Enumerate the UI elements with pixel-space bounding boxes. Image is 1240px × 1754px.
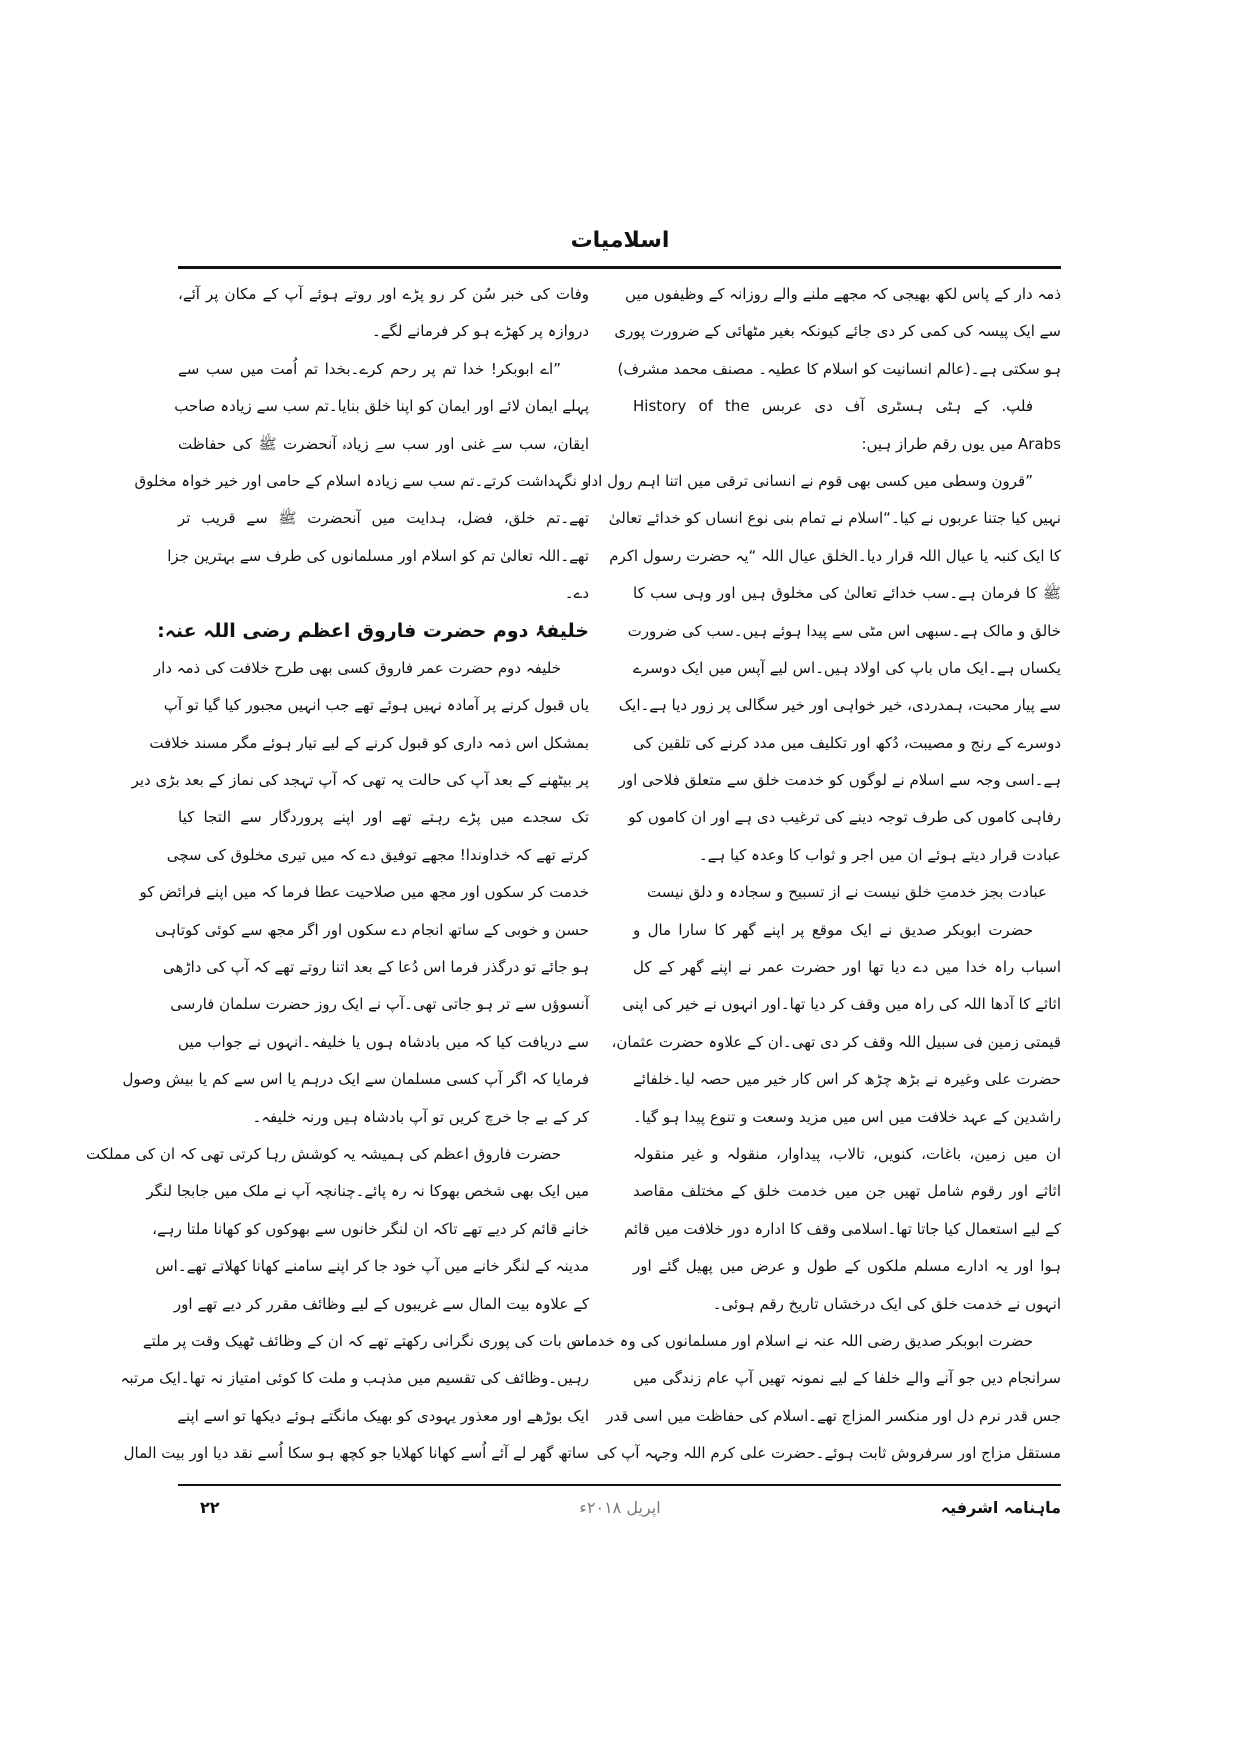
text-line: تک سجدے میں پڑے رہتے تھے اور اپنے پروردگار سے التجا کیا [178, 808, 589, 827]
text-line: کا ایک کنبہ یا عیال اللہ قرار دیا۔الخلق عیال اللہ “یہ حضرت رسول اکرم [609, 546, 1061, 565]
text-line: خدمت کر سکوں اور مجھ میں صلاحیت عطا فرما کہ میں اپنے فرائض کو [139, 883, 589, 902]
text-line: عبادت قرار دیتے ہوئے ان میں اجر و ثواب کا وعدہ کیا ہے۔ [698, 845, 1061, 864]
text-line: سے ایک پیسہ کی کمی کر دی جائے کیونکہ بغیر مٹھائی کے ضرورت پوری [614, 322, 1061, 341]
issue-date: اپریل ۲۰۱۸ء [579, 1498, 661, 1517]
text-line: یاں قبول کرنے پر آمادہ نہیں ہوئے تھے جب انہیں مجبور کیا گیا تو آپ [163, 696, 589, 715]
text-line: حسن و خوبی کے ساتھ انجام دے سکوں اور اگر مجھ سے کوئی کوتاہی [155, 920, 589, 939]
text-line: دروازہ پر کھڑے ہو کر فرمانے لگے۔ [372, 322, 589, 341]
text-line: مستقل مزاج اور سرفروش ثابت ہوئے۔حضرت علی کرم اللہ وجہہ آپ کی [596, 1444, 1061, 1463]
text-line: وفات کی خبر سُن کر رو پڑے اور روتے ہوئے آپ کے مکان پر آئے، [178, 285, 589, 303]
text-line: ہوا اور یہ ادارے مسلم ملکوں کے طول و عرض میں پھیل گئے اور [633, 1257, 1061, 1276]
text-line: ساتھ گھر لے آئے اُسے کھانا کھلایا جو کچھ ہو سکا اُسے نقد دیا اور بیت المال [123, 1444, 589, 1463]
text-line: خانے قائم کر دیے تھے تاکہ ان لنگر خانوں سے بھوکوں کو کھانا ملتا رہے، [152, 1219, 589, 1238]
text-line: ایقان، سب سے غنی اور سب سے زیادہ آنحضرت ﷺ کی حفاظت [178, 434, 589, 453]
text-line: ”قرون وسطی میں کسی بھی قوم نے انسانی ترقی میں اتنا اہم رول ادا [587, 471, 1033, 490]
footer-rule [178, 1484, 1061, 1486]
text-line: یکساں ہے۔ایک ماں باپ کی اولاد ہیں۔اس لیے آپس میں ایک دوسرے [633, 658, 1061, 677]
text-line: ہے۔اسی وجہ سے اسلام نے لوگوں کو خدمت خلق سے متعلق فلاحی اور [618, 771, 1061, 790]
text-line: مدینہ کے لنگر خانے میں آپ خود جا کر اپنے سامنے کھانا کھلاتے تھے۔اس [155, 1257, 589, 1276]
text-line: خلیفہ دوم حضرت عمر فاروق کسی بھی طرح خلافت کی ذمہ دار [153, 658, 561, 677]
text-line: انہوں نے خدمت خلق کی ایک درخشاں تاریخ رقم ہوئی۔ [712, 1294, 1061, 1313]
text-line: سے دریافت کیا کہ میں بادشاہ ہوں یا خلیفہ۔انہوں نے جواب میں [178, 1032, 589, 1051]
magazine-name: ماہنامہ اشرفیہ [940, 1498, 1061, 1517]
text-line: پہلے ایمان لائے اور ایمان کو اپنا خلق بنایا۔تم سب سے زیادہ صاحب [174, 397, 589, 416]
text-line: حضرت ابوبکر صدیق رضی اللہ عنہ نے اسلام اور مسلمانوں کی وہ خدمات [571, 1331, 1033, 1350]
text-line: ان میں زمین، باغات، کنویں، تالاب، پیداوار، منقولہ و غیر منقولہ [633, 1144, 1061, 1163]
text-line: کر کے بے جا خرچ کریں تو آپ بادشاہ ہیں ورنہ خلیفہ۔ [252, 1107, 589, 1126]
text-line: دوسرے کے رنج و مصیبت، دُکھ اور تکلیف میں مدد کرنے کی تلقین کی [633, 733, 1061, 752]
text-line: فرمایا کہ اگر آپ کسی مسلمان سے ایک درہم یا اس سے کم یا بیش وصول [122, 1070, 589, 1089]
text-line: ہو جائے تو درگذر فرما اس دُعا کے بعد اتنا روتے تھے کہ آپ کی داڑھی [162, 958, 589, 977]
text-line: ”اے ابوبکر! خدا تم پر رحم کرے۔بخدا تم اُمت میں سب سے [178, 359, 561, 378]
text-line: خالق و مالک ہے۔سبھی اس مٹی سے پیدا ہوئے ہیں۔سب کی ضرورت [627, 621, 1061, 640]
couplet-hemistich: نے از تسبیح و سجادہ و دلق نیست [647, 883, 859, 902]
couplet-line [633, 874, 1061, 911]
text-line: فلپ. کے ہٹی ہسٹری آف دی عربس History of the [633, 397, 1033, 416]
couplet-hemistich: عبادت بجز خدمتِ خلق نیست [863, 883, 1047, 902]
text-line: آنسوؤں سے تر ہو جاتی تھی۔آپ نے ایک روز حضرت سلمان فارسی [170, 995, 589, 1014]
text-line: جس قدر نرم دل اور منکسر المزاج تھے۔اسلام کی حفاظت میں اسی قدر [606, 1406, 1061, 1425]
text-line: سرانجام دیں جو آنے والے خلفا کے لیے نمونہ تھیں آپ عام زندگی میں [633, 1369, 1061, 1388]
text-line: ﷺ کا فرمان ہے۔سب خدائے تعالیٰ کی مخلوق ہیں اور وہی سب کا [633, 584, 1061, 603]
text-line: کرتے تھے کہ خداوندا! مجھے توفیق دے کہ میں تیری مخلوق کی سچی [166, 845, 589, 864]
text-line: حضرت فاروق اعظم کی ہمیشہ یہ کوشش رہا کرتی تھی کہ ان کی مملکت [85, 1144, 561, 1163]
text-line: کے لیے استعمال کیا جاتا تھا۔اسلامی وقف کا ادارہ دور خلافت میں قائم [623, 1219, 1061, 1238]
text-line: حضرت علی وغیرہ نے بڑھ چڑھ کر اس کار خیر میں حصہ لیا۔خلفائے [633, 1070, 1061, 1089]
text-line: سے پیار محبت، ہمدردی، خیر خواہی اور خیر سگالی پر زور دیا ہے۔ایک [618, 696, 1061, 715]
text-line: کے علاوہ بیت المال سے غریبوں کے لیے وظائف مقرر کر دیے تھے اور [173, 1294, 589, 1313]
text-line: ذمہ دار کے پاس لکھ بھیجی کہ مجھے ملنے والے روزانہ کے وظیفوں میں [625, 285, 1061, 303]
section-heading: خلیفۂ دوم حضرت فاروق اعظم رضی اللہ عنہ: [157, 619, 589, 642]
text-line: ہو سکتی ہے۔(عالم انسانیت کو اسلام کا عطیہ۔ مصنف محمد مشرف) [617, 359, 1061, 378]
section-title: اسلامیات [570, 228, 670, 253]
text-line: رہیں۔وظائف کی تقسیم میں مذہب و ملت کا کوئی امتیاز نہ تھا۔ایک مرتبہ [120, 1369, 589, 1388]
text-line: رفاہی کاموں کی طرف توجہ دینے کی ترغیب دی ہے اور ان کاموں کو [628, 808, 1061, 827]
header-rule [178, 266, 1061, 269]
text-line: اسباب راہ خدا میں دے دیا تھا اور حضرت عمر نے اپنے گھر کے کل [633, 958, 1061, 977]
left-column [85, 276, 589, 1473]
text-line: راشدین کے عہد خلافت میں اس میں مزید وسعت و تنوع پیدا ہو گیا۔ [633, 1107, 1061, 1126]
text-line: نہیں کیا جتنا عربوں نے کیا۔“اسلام نے تمام بنی نوع انساں کو خدائے تعالیٰ [608, 509, 1061, 528]
text-line: حضرت ابوبکر صدیق نے ایک موقع پر اپنے گھر کا سارا مال و [633, 920, 1033, 939]
text-line: اس بات کی پوری نگرانی رکھتے تھے کہ ان کے وظائف ٹھیک وقت پر ملتے [142, 1331, 589, 1350]
text-line: تھے۔تم خلق، فضل، ہدایت میں آنحضرت ﷺ سے قریب تر [178, 509, 589, 528]
page-number: ۲۲ [200, 1498, 220, 1517]
text-line: بمشکل اس ذمہ داری کو قبول کرنے کے لیے تیار ہوئے مگر مسند خلافت [149, 733, 589, 752]
text-line: و نگہداشت کرتے۔تم سب سے زیادہ اسلام کے حامی اور خیر خواہ مخلوق [134, 471, 589, 490]
text-line: دے۔ [564, 584, 589, 603]
text-line: تھے۔اللہ تعالیٰ تم کو اسلام اور مسلمانوں کی طرف سے بہترین جزا [167, 546, 589, 565]
text-line: قیمتی زمین فی سبیل اللہ وقف کر دی تھی۔ان کے علاوہ حضرت عثمان، [611, 1032, 1061, 1051]
text-line: میں ایک بھی شخص بھوکا نہ رہ پائے۔چنانچہ آپ نے ملک میں جابجا لنگر [146, 1182, 589, 1201]
text-line: Arabs میں یوں رقم طراز ہیں: [861, 434, 1061, 453]
text-line: اثاثے اور رقوم شامل تھیں جن میں خدمت خلق کے مختلف مقاصد [633, 1182, 1061, 1201]
text-line: اثاثے کا آدھا اللہ کی راہ میں وقف کر دیا تھا۔اور انہوں نے خیر کی اپنی [622, 995, 1061, 1014]
text-line: پر بیٹھنے کے بعد آپ کی حالت یہ تھی کہ آپ تہجد کی نماز کے بعد بڑی دیر [131, 771, 589, 790]
right-column [571, 276, 1061, 1473]
text-line: ایک بوڑھے اور معذور یہودی کو بھیک مانگتے ہوئے دیکھا تو اسے اپنے [177, 1406, 589, 1425]
